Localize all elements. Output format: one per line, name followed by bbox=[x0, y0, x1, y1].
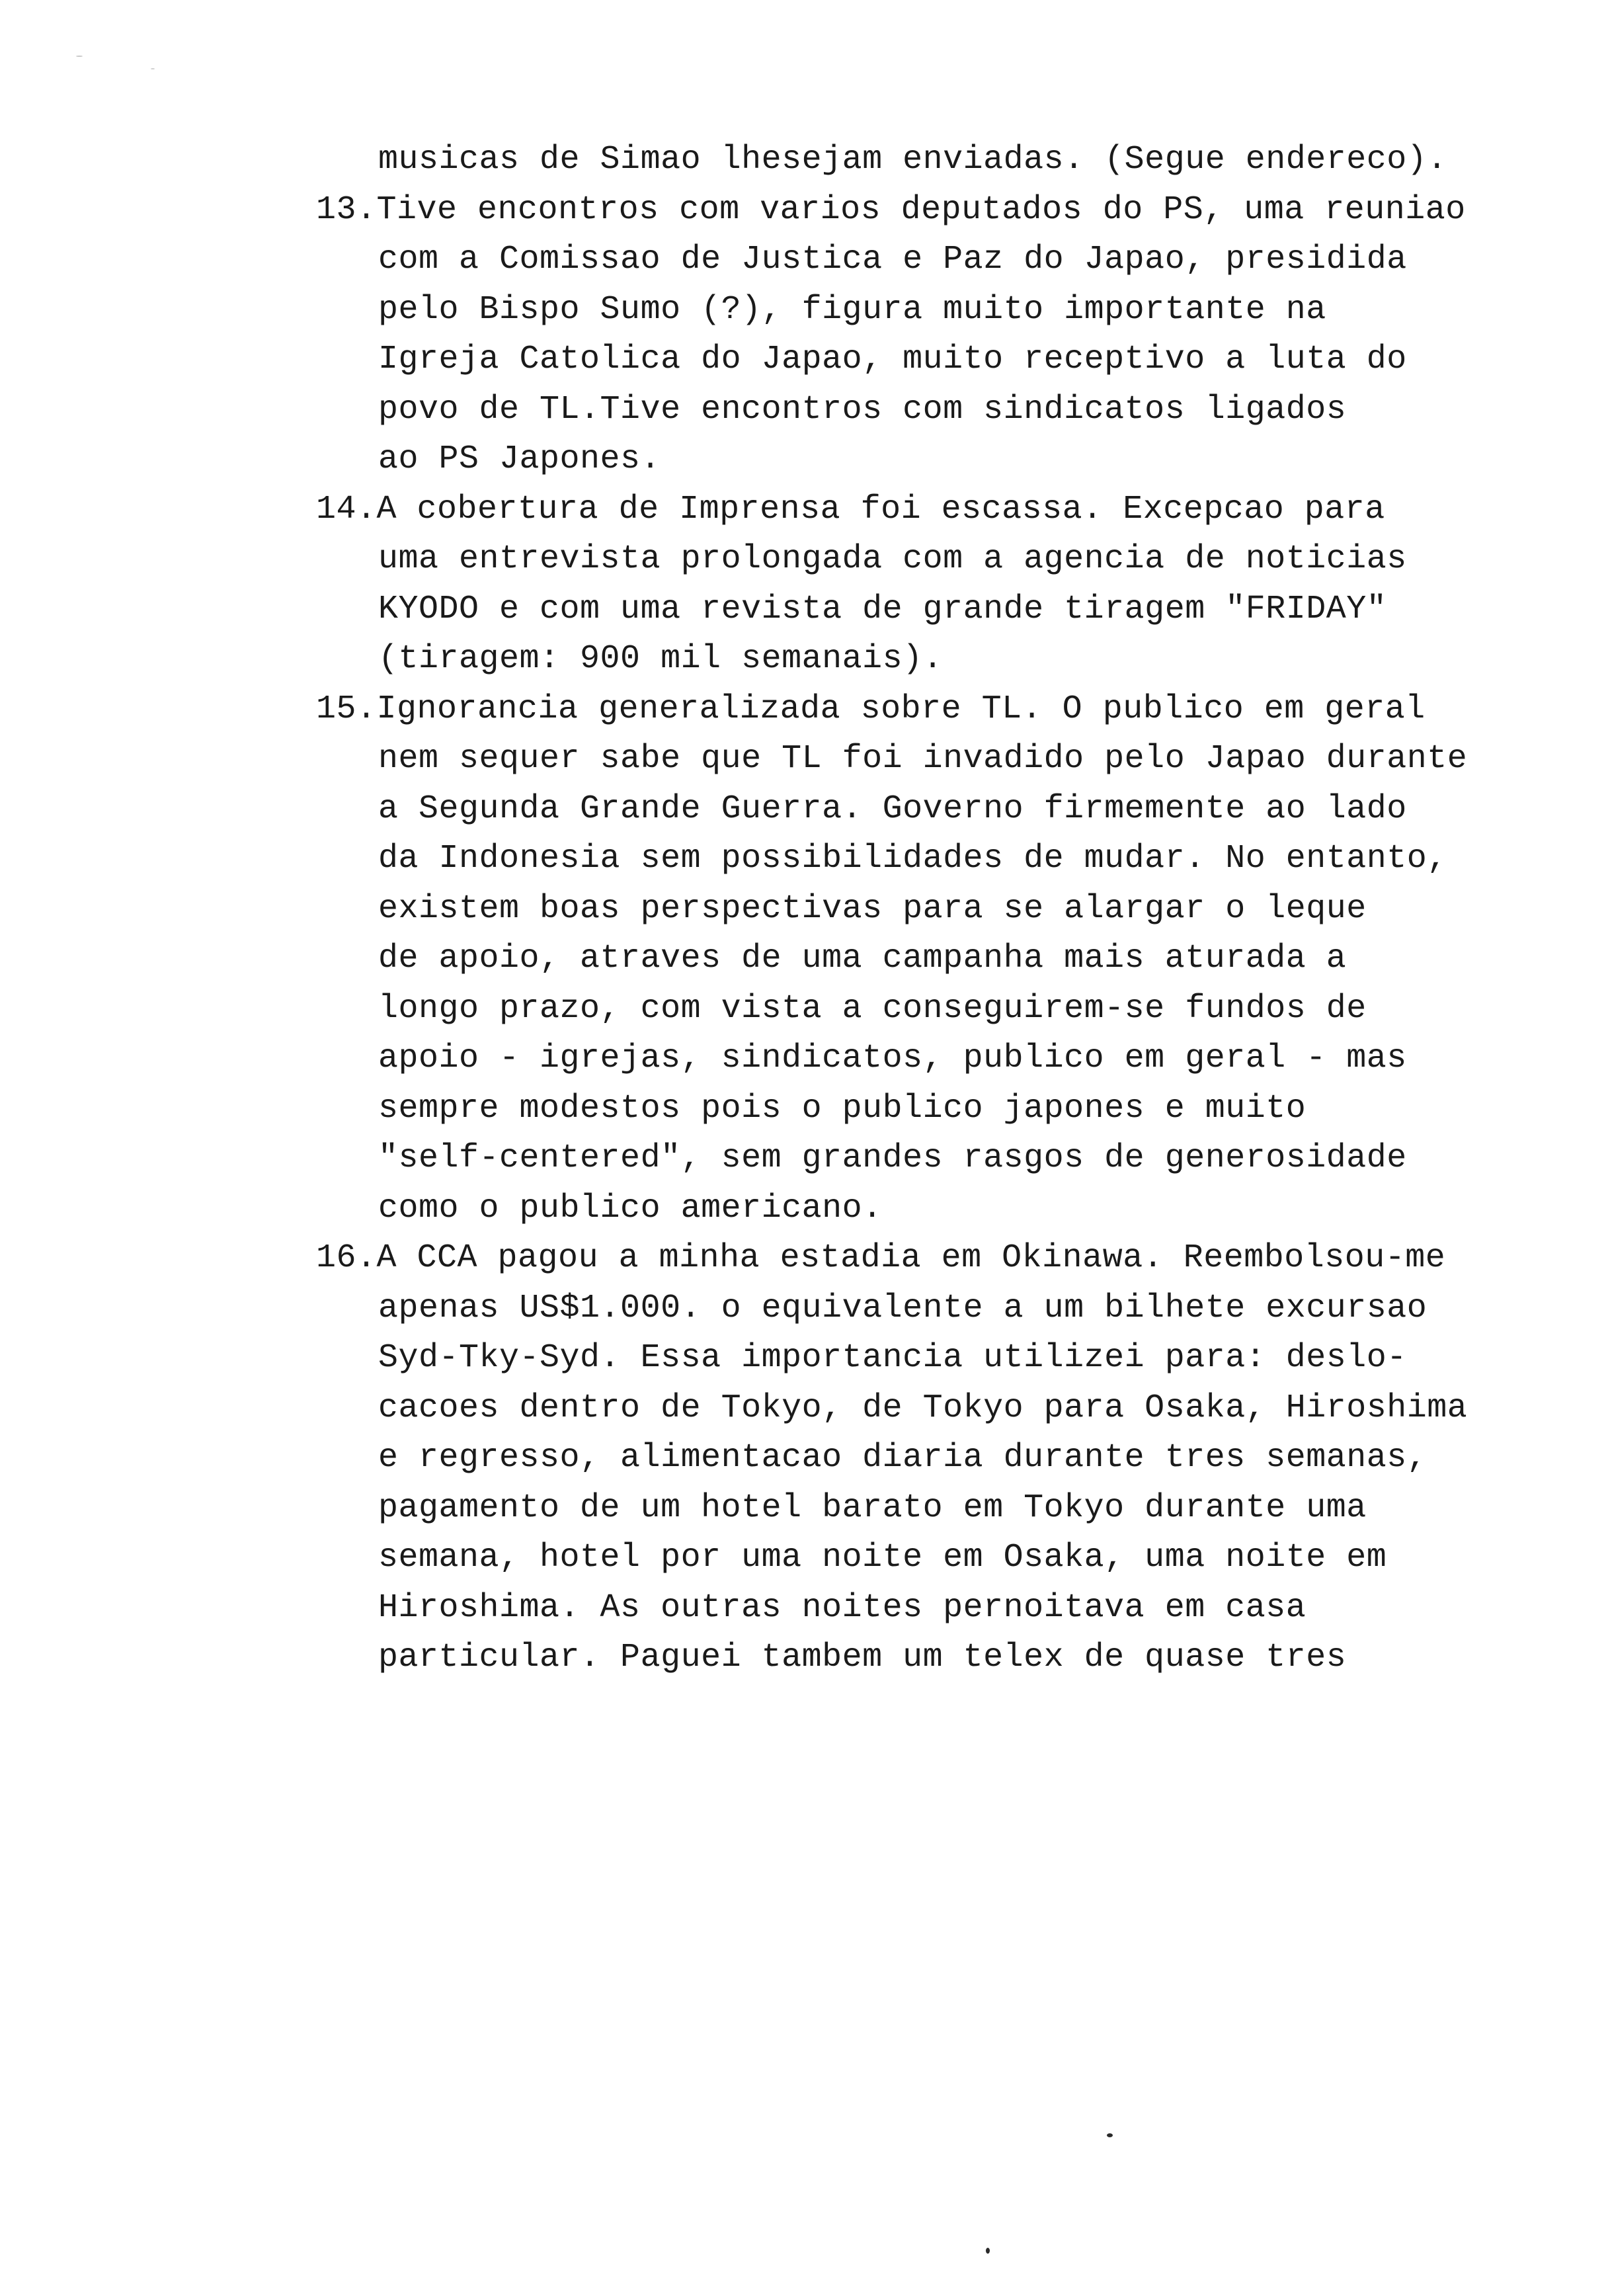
text-line: semana, hotel por uma noite em Osaka, uma noite em bbox=[378, 1539, 1387, 1577]
text-line: povo de TL.Tive encontros com sindicatos ligados bbox=[378, 391, 1347, 429]
text-line: apoio - igrejas, sindicatos, publico em geral - mas bbox=[378, 1040, 1407, 1077]
text-line: Hiroshima. As outras noites pernoitava em casa bbox=[378, 1589, 1306, 1627]
text-line: pagamento de um hotel barato em Tokyo durante uma bbox=[378, 1489, 1367, 1527]
text-line: como o publico americano. bbox=[378, 1190, 883, 1227]
text-line: musicas de Simao lhesejam enviadas. (Segue endereco). bbox=[378, 141, 1447, 179]
text-line: (tiragem: 900 mil semanais). bbox=[378, 640, 944, 678]
text-line: KYODO e com uma revista de grande tiragem "FRIDAY" bbox=[378, 591, 1387, 628]
text-line: com a Comissao de Justica e Paz do Japao, presidida bbox=[378, 241, 1407, 278]
scan-mark bbox=[151, 68, 155, 69]
text-line: particular. Paguei tambem um telex de quase tres bbox=[378, 1639, 1347, 1676]
text-line: a Segunda Grande Guerra. Governo firmemente ao lado bbox=[378, 790, 1407, 828]
text-line: longo prazo, com vista a conseguirem-se fundos de bbox=[378, 990, 1367, 1028]
text-line: ao PS Japones. bbox=[378, 440, 661, 478]
text-line: Syd-Tky-Syd. Essa importancia utilizei para: deslo- bbox=[378, 1339, 1407, 1377]
text-line: apenas US$1.000. o equivalente a um bilhete excursao bbox=[378, 1290, 1427, 1327]
item-16-line: 16.A CCA pagou a minha estadia em Okinawa. Reembolsou-me bbox=[316, 1239, 1446, 1277]
text-line: de apoio, atraves de uma campanha mais aturada a bbox=[378, 940, 1347, 977]
text-line: da Indonesia sem possibilidades de mudar. No entanto, bbox=[378, 840, 1447, 878]
item-14-line: 14.A cobertura de Imprensa foi escassa. Excepcao para bbox=[316, 491, 1385, 528]
item-15-line: 15.Ignorancia generalizada sobre TL. O publico em geral bbox=[316, 690, 1426, 728]
ink-speck bbox=[1107, 2133, 1113, 2137]
item-13-line: 13.Tive encontros com varios deputados do PS, uma reuniao bbox=[316, 191, 1466, 229]
text-line: uma entrevista prolongada com a agencia de noticias bbox=[378, 540, 1407, 578]
text-line: existem boas perspectivas para se alargar o leque bbox=[378, 890, 1367, 928]
text-line: Igreja Catolica do Japao, muito receptivo a luta do bbox=[378, 341, 1407, 378]
text-line: pelo Bispo Sumo (?), figura muito importante na bbox=[378, 291, 1326, 329]
text-line: cacoes dentro de Tokyo, de Tokyo para Osaka, Hiroshima bbox=[378, 1389, 1468, 1427]
scan-mark bbox=[76, 56, 83, 57]
text-line: sempre modestos pois o publico japones e muito bbox=[378, 1090, 1306, 1128]
ink-speck bbox=[986, 2248, 990, 2254]
text-line: nem sequer sabe que TL foi invadido pelo Japao durante bbox=[378, 740, 1468, 778]
text-line: "self-centered", sem grandes rasgos de generosidade bbox=[378, 1139, 1407, 1177]
text-line: e regresso, alimentacao diaria durante tres semanas, bbox=[378, 1439, 1427, 1477]
